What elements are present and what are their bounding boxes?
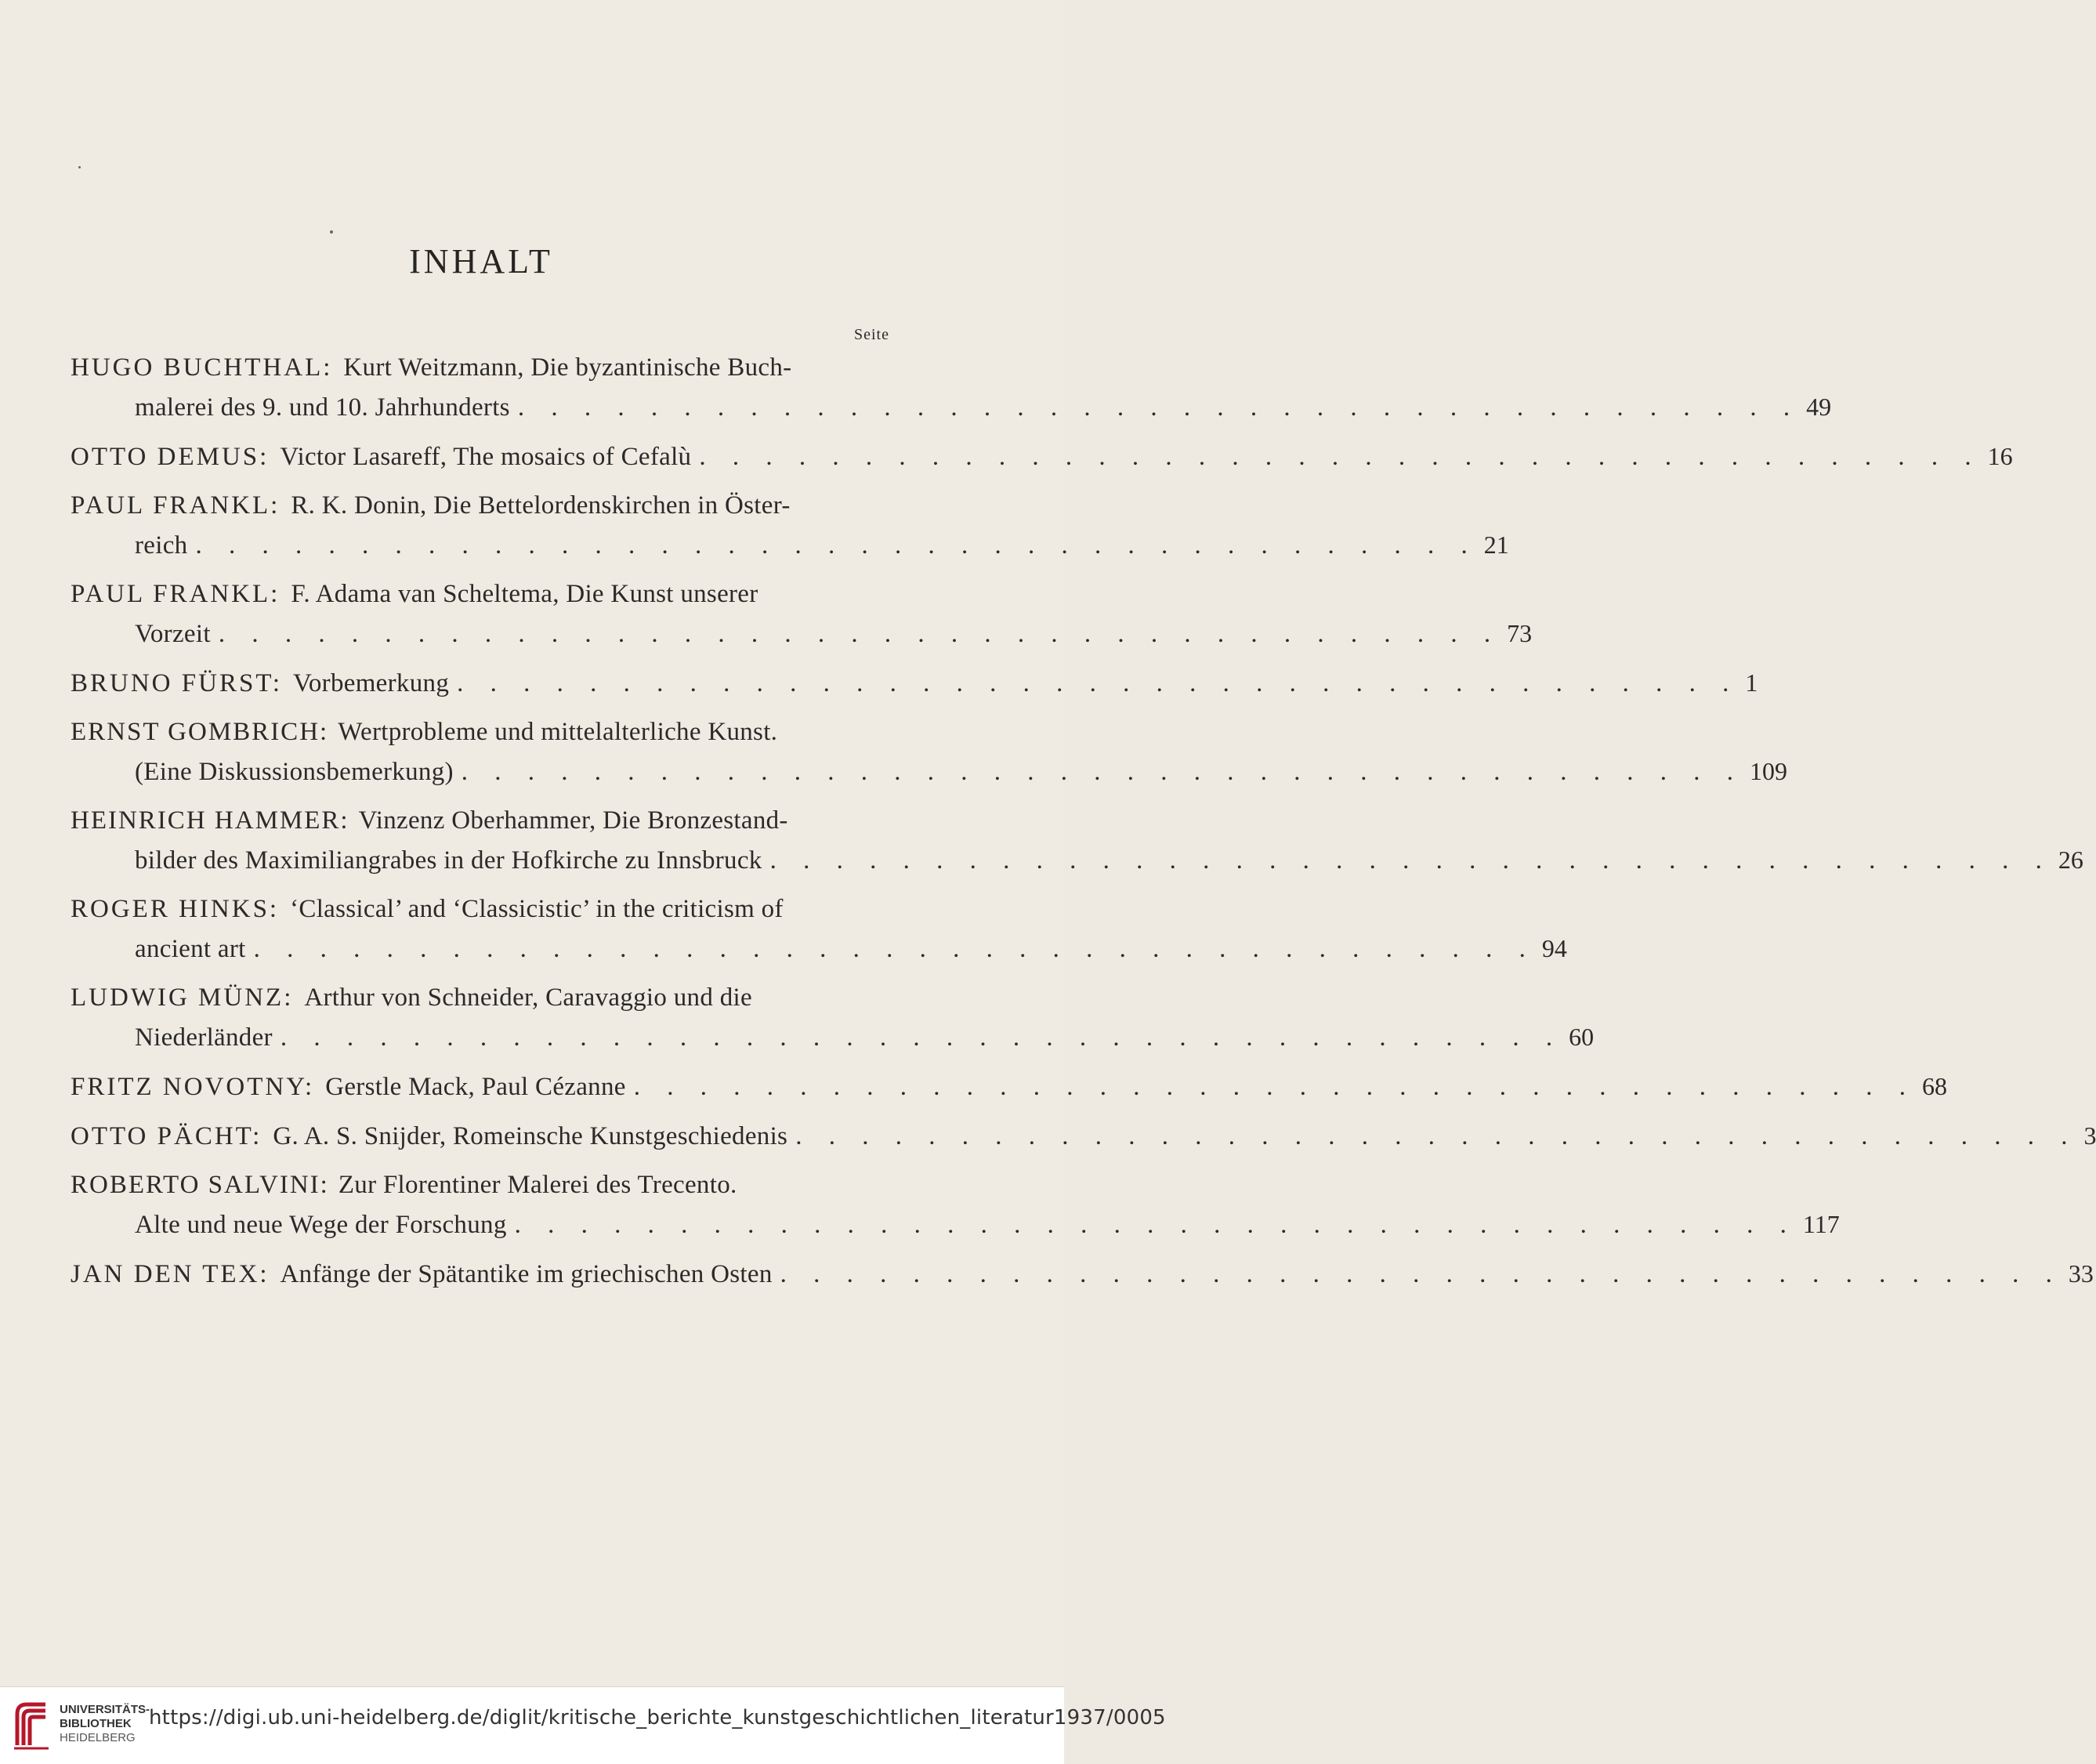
- toc-entry-line: [71, 663, 1758, 703]
- library-logo-icon: [11, 1697, 52, 1753]
- toc-title-text: Vorzeit: [135, 620, 211, 648]
- toc-entry-line: [71, 801, 901, 840]
- toc-author: OTTO PÄCHT:: [71, 1122, 262, 1150]
- toc-entry: [71, 1116, 2096, 1156]
- toc-author: LUDWIG MÜNZ:: [71, 983, 294, 1012]
- toc-title-text: Vorbemerkung: [293, 669, 450, 697]
- toc-author: ROBERTO SALVINI:: [71, 1171, 329, 1199]
- toc-title-text: F. Adama van Scheltema, Die Kunst unserer: [291, 580, 758, 608]
- dot-leader: . . . . . . . . . . . . . . . . . . . . . . . . . . . . . . . . . . . . . . .: [280, 1023, 1563, 1052]
- library-name-line: UNIVERSITÄTS-: [60, 1703, 150, 1716]
- toc-title-text: G. A. S. Snijder, Romeinsche Kunstgeschiedenis: [273, 1122, 788, 1150]
- toc-page-number: 68: [1921, 1072, 1947, 1100]
- toc-entry-line: [71, 348, 901, 387]
- page-title: INHALT: [409, 242, 553, 281]
- toc-author: JAN DEN TEX:: [71, 1260, 270, 1288]
- toc-entry-line: [71, 614, 1533, 654]
- dot-leader: . . . . . . . . . . . . . . . . . . . . . . . . . . . . . . . . . . . . . . .: [253, 935, 1536, 963]
- footer-bar: [0, 1686, 1166, 1764]
- toc-title-text: Alte und neue Wege der Forschung: [135, 1211, 507, 1239]
- toc-entry-line: [71, 840, 2083, 880]
- toc-entry: [71, 801, 2083, 880]
- toc-page-number: 21: [1483, 531, 1509, 559]
- toc-title-text: bilder des Maximiliangrabes in der Hofkirche zu Innsbruck: [135, 846, 762, 875]
- toc-entry-line: [71, 1017, 1595, 1057]
- toc-author: HUGO BUCHTHAL:: [71, 353, 333, 382]
- toc-page-number: 73: [1507, 619, 1533, 647]
- dot-leader: . . . . . . . . . . . . . . . . . . . . . . . . . . . . . . . . . . . . . . .: [699, 443, 1982, 471]
- toc-title-text: Niederländer: [135, 1023, 273, 1052]
- scan-speck: [330, 230, 333, 234]
- toc-author: OTTO DEMUS:: [71, 443, 270, 471]
- toc-entry: [71, 978, 1595, 1057]
- table-of-contents: [71, 348, 2096, 1303]
- library-name-line: HEIDELBERG: [60, 1731, 136, 1744]
- toc-entry-line: [71, 978, 901, 1017]
- toc-author: BRUNO FÜRST:: [71, 669, 282, 697]
- scan-speck: [78, 166, 81, 168]
- toc-author: ERNST GOMBRICH:: [71, 718, 329, 746]
- toc-title-text: Vinzenz Oberhammer, Die Bronzestand-: [358, 806, 788, 835]
- toc-entry: [71, 663, 1758, 703]
- toc-entry: [71, 1067, 1947, 1107]
- toc-title-text: R. K. Donin, Die Bettelordenskirchen in Öster-: [291, 491, 791, 520]
- dot-leader: . . . . . . . . . . . . . . . . . . . . . . . . . . . . . . . . . . . . . . .: [795, 1122, 2078, 1150]
- dot-leader: . . . . . . . . . . . . . . . . . . . . . . . . . . . . . . . . . . . . . . .: [195, 531, 1478, 560]
- toc-entry: [71, 1254, 2094, 1294]
- toc-entry: [71, 348, 1832, 427]
- toc-entry-line: [71, 525, 1509, 565]
- toc-entry-line: [71, 1254, 2094, 1294]
- toc-entry: [71, 1165, 1840, 1244]
- library-name-line: BIBLIOTHEK: [60, 1717, 132, 1730]
- library-name: [60, 1703, 150, 1745]
- dot-leader: . . . . . . . . . . . . . . . . . . . . . . . . . . . . . . . . . . . . . . .: [633, 1073, 1916, 1101]
- toc-entry: [71, 574, 1533, 654]
- dot-leader: . . . . . . . . . . . . . . . . . . . . . . . . . . . . . . . . . . . . . . .: [769, 846, 2052, 875]
- toc-title-text: Victor Lasareff, The mosaics of Cefalù: [280, 443, 692, 471]
- toc-entry-line: [71, 436, 2013, 476]
- toc-entry-line: [71, 752, 1788, 791]
- toc-title-text: Zur Florentiner Malerei des Trecento.: [338, 1171, 737, 1199]
- toc-entry: [71, 486, 1509, 565]
- toc-entry-line: [71, 1067, 1947, 1107]
- toc-page-number: 16: [1987, 442, 2013, 470]
- toc-title-text: malerei des 9. und 10. Jahrhunderts: [135, 393, 510, 422]
- toc-page-number: 1: [1745, 668, 1758, 697]
- toc-entry-line: [71, 1116, 2096, 1156]
- toc-entry-line: [71, 387, 1832, 427]
- toc-page-number: 26: [2058, 846, 2083, 874]
- toc-title-text: Kurt Weitzmann, Die byzantinische Buch-: [343, 353, 792, 382]
- toc-entry: [71, 436, 2013, 476]
- dot-leader: . . . . . . . . . . . . . . . . . . . . . . . . . . . . . . . . . . . . . . .: [780, 1260, 2062, 1288]
- toc-page-number: 3: [2083, 1121, 2096, 1150]
- toc-entry-line: [71, 574, 901, 614]
- toc-page-number: 60: [1569, 1023, 1595, 1051]
- toc-page-number: 94: [1541, 934, 1567, 962]
- toc-entry-line: [71, 486, 901, 525]
- toc-entry: [71, 889, 1567, 969]
- toc-author: HEINRICH HAMMER:: [71, 806, 349, 835]
- toc-title-text: ‘Classical’ and ‘Classicistic’ in the criticism of: [290, 895, 784, 923]
- toc-author: PAUL FRANKL:: [71, 491, 281, 520]
- permalink-url[interactable]: https://digi.ub.uni-heidelberg.de/diglit/kritische_berichte_kunstgeschichtlichen_literatur1937/0005: [149, 1706, 1166, 1730]
- toc-page-number: 33: [2068, 1259, 2094, 1288]
- toc-author: PAUL FRANKL:: [71, 580, 281, 608]
- toc-title-text: Wertprobleme und mittelalterliche Kunst.: [338, 718, 778, 746]
- toc-title-text: Gerstle Mack, Paul Cézanne: [325, 1073, 626, 1101]
- dot-leader: . . . . . . . . . . . . . . . . . . . . . . . . . . . . . . . . . . . . . . .: [514, 1211, 1797, 1239]
- toc-page-number: 109: [1750, 757, 1788, 785]
- toc-entry-line: [71, 1204, 1840, 1244]
- dot-leader: . . . . . . . . . . . . . . . . . . . . . . . . . . . . . . . . . . . . . . .: [218, 620, 1501, 648]
- toc-title-text: (Eine Diskussionsbemerkung): [135, 758, 454, 786]
- toc-page-number: 49: [1806, 393, 1832, 421]
- toc-title-text: Arthur von Schneider, Caravaggio und die: [304, 983, 752, 1012]
- toc-title-text: Anfänge der Spätantike im griechischen Osten: [280, 1260, 773, 1288]
- toc-author: ROGER HINKS:: [71, 895, 280, 923]
- toc-entry-line: [71, 712, 901, 752]
- dot-leader: . . . . . . . . . . . . . . . . . . . . . . . . . . . . . . . . . . . . . . .: [457, 669, 1739, 697]
- toc-title-text: ancient art: [135, 935, 246, 963]
- toc-entry-line: [71, 889, 901, 929]
- dot-leader: . . . . . . . . . . . . . . . . . . . . . . . . . . . . . . . . . . . . . . .: [461, 758, 1744, 786]
- toc-entry-line: [71, 929, 1567, 969]
- dot-leader: . . . . . . . . . . . . . . . . . . . . . . . . . . . . . . . . . . . . . . .: [517, 393, 1801, 422]
- toc-entry-line: [71, 1165, 901, 1204]
- toc-entry: [71, 712, 1788, 791]
- page-column-label: Seite: [854, 326, 889, 343]
- toc-page-number: 117: [1802, 1210, 1840, 1238]
- toc-author: FRITZ NOVOTNY:: [71, 1073, 315, 1101]
- toc-title-text: reich: [135, 531, 188, 560]
